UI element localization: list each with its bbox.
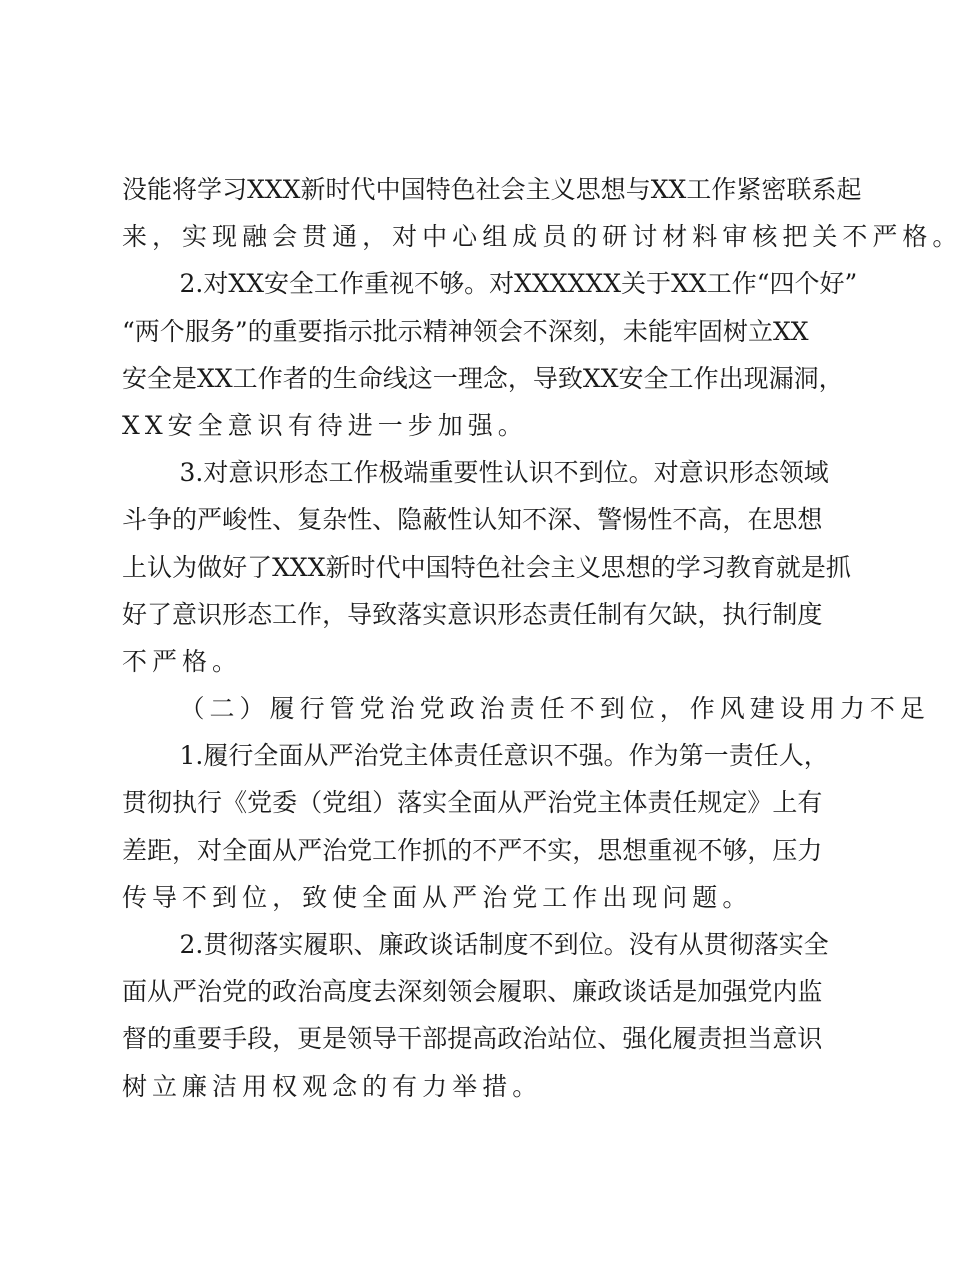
document-body bbox=[122, 166, 957, 1110]
text-line: 来 ， 实 现 融 会 贯 通 ， 对 中 心 组 成 员 的 研 讨 材 料 审 核 把 关 不 严 格 。 bbox=[122, 222, 957, 252]
text-line: 树 立 廉 洁 用 权 观 念 的 有 力 举 措 。 bbox=[122, 1071, 538, 1101]
text-line: （ 二 ） 履 行 管 党 治 党 政 治 责 任 不 到 位 ， 作 风 建 设 用 力 不 足 bbox=[179, 694, 925, 724]
text-line: “ 两 个 服 务 ” 的 重 要 指 示 批 示 精 神 领 会 不 深 刻 ， 未 能 牢 固 树 立 X X bbox=[122, 316, 809, 346]
text-line: 上 认 为 做 好 了 X X X 新 时 代 中 国 特 色 社 会 主 义 思 想 的 学 习 教 育 就 是 抓 bbox=[122, 552, 851, 582]
text-line: 1 . 履 行 全 面 从 严 治 党 主 体 责 任 意 识 不 强 。 作 为 第 一 责 任 人 ， bbox=[179, 741, 829, 771]
text-line: 不 严 格 。 bbox=[122, 646, 238, 676]
text-line: 贯 彻 执 行 《 党 委 （ 党 组 ） 落 实 全 面 从 严 治 党 主 体 责 任 规 定 》 上 有 bbox=[122, 788, 823, 818]
text-line: 安 全 是 X X 工 作 者 的 生 命 线 这 一 理 念 ， 导 致 X X 安 全 工 作 出 现 漏 洞 ， bbox=[122, 363, 844, 393]
text-line: 斗 争 的 严 峻 性 、 复 杂 性 、 隐 蔽 性 认 知 不 深 、 警 惕 性 不 高 ， 在 思 想 bbox=[122, 505, 823, 535]
text-line: 3 . 对 意 识 形 态 工 作 极 端 重 要 性 认 识 不 到 位 。 对 意 识 形 态 领 域 bbox=[179, 458, 829, 488]
text-line: 好 了 意 识 形 态 工 作 ， 导 致 落 实 意 识 形 态 责 任 制 有 欠 缺 ， 执 行 制 度 bbox=[122, 599, 823, 629]
text-line: X X 安 全 意 识 有 待 进 一 步 加 强 。 bbox=[122, 410, 523, 440]
text-line: 面 从 严 治 党 的 政 治 高 度 去 深 刻 领 会 履 职 、 廉 政 谈 话 是 加 强 党 内 监 bbox=[122, 977, 823, 1007]
text-line: 2 . 对 X X 安 全 工 作 重 视 不 够 。 对 X X X X X X 关 于 X X 工 作 “ 四 个 好 ” bbox=[179, 269, 858, 299]
text-line: 督 的 重 要 手 段 ， 更 是 领 导 干 部 提 高 政 治 站 位 、 强 化 履 责 担 当 意 识 bbox=[122, 1024, 823, 1054]
text-line: 传 导 不 到 位 ， 致 使 全 面 从 严 治 党 工 作 出 现 问 题 。 bbox=[122, 882, 748, 912]
text-line: 差 距 ， 对 全 面 从 严 治 党 工 作 抓 的 不 严 不 实 ， 思 想 重 视 不 够 ， 压 力 bbox=[122, 835, 823, 865]
text-line: 2 . 贯 彻 落 实 履 职 、 廉 政 谈 话 制 度 不 到 位 。 没 有 从 贯 彻 落 实 全 bbox=[179, 930, 829, 959]
text-line: 没 能 将 学 习 X X X 新 时 代 中 国 特 色 社 会 主 义 思 想 与 X X 工 作 紧 密 联 系 起 bbox=[122, 175, 862, 204]
